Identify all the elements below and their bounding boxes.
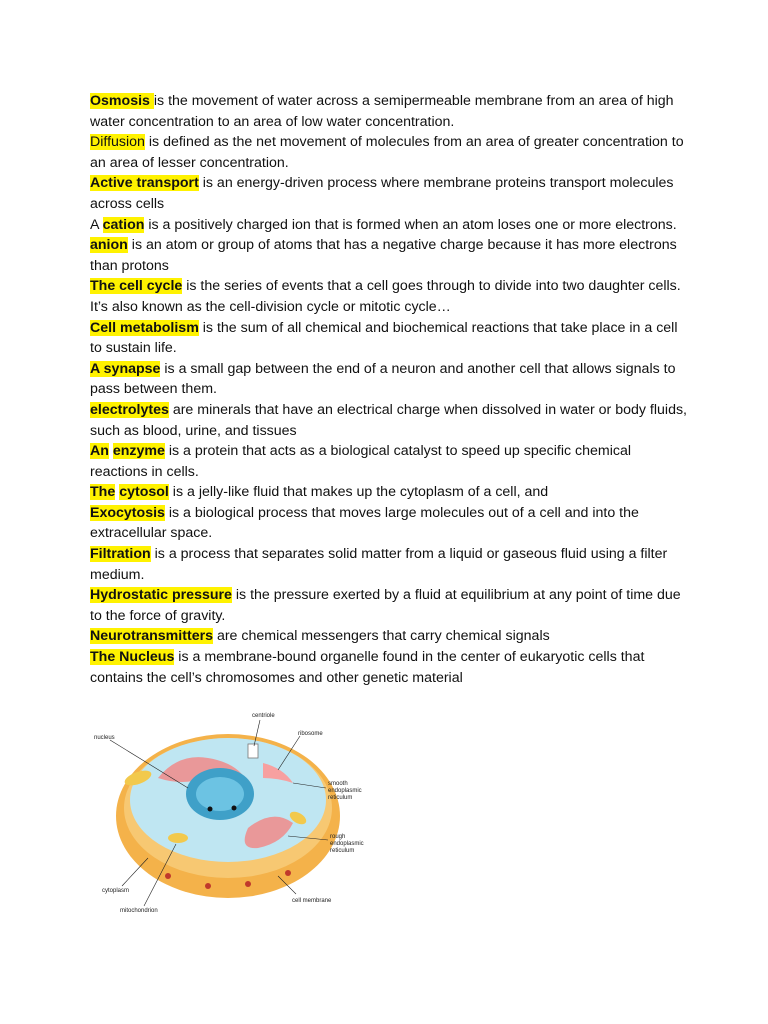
definition-text: are chemical messengers that carry chemical signals bbox=[213, 628, 550, 645]
centriole-shape bbox=[248, 744, 258, 758]
label-rough-er-line1: rough bbox=[330, 834, 346, 840]
entry-active-transport bbox=[90, 173, 690, 214]
label-rough-er-line2: endoplasmic bbox=[330, 841, 364, 847]
entry-cation bbox=[90, 215, 690, 236]
definition-text: is an energy-driven process where membrane proteins transport molecules across cells bbox=[90, 175, 674, 212]
label-smooth-er-line1: smooth bbox=[328, 781, 348, 787]
entry-cell-cycle bbox=[90, 276, 690, 317]
entry-cell-metabolism bbox=[90, 318, 690, 359]
definition-text: is a jelly-like fluid that makes up the cytoplasm of a cell, and bbox=[168, 484, 549, 501]
definition-text: is a process that separates solid matter from a liquid or gaseous fluid using a filter medium. bbox=[90, 546, 668, 583]
vesicle-dot bbox=[205, 883, 211, 889]
term-highlight: Cell metabolism bbox=[90, 319, 199, 336]
label-rough-er-line3: reticulum bbox=[330, 848, 355, 854]
vesicle-dot bbox=[165, 873, 171, 879]
term-highlight: The cell cycle bbox=[90, 278, 183, 295]
label-centriole: centriole bbox=[252, 713, 275, 719]
label-nucleus: nucleus bbox=[94, 735, 115, 741]
entry-nucleus bbox=[90, 647, 690, 688]
term-highlight: Active transport bbox=[90, 175, 199, 192]
term-highlight: anion bbox=[90, 237, 128, 254]
entry-electrolytes bbox=[90, 400, 690, 441]
term-highlight: Exocytosis bbox=[90, 504, 165, 521]
entry-exocytosis bbox=[90, 503, 690, 544]
term-highlight: The Nucleus bbox=[90, 649, 175, 666]
definition-text: is an atom or group of atoms that has a negative charge because it has more electrons than protons bbox=[90, 237, 677, 274]
entry-neurotransmitters bbox=[90, 626, 690, 647]
label-cell-membrane: cell membrane bbox=[292, 898, 332, 904]
term-highlight: electrolytes bbox=[90, 401, 169, 418]
definition-text: are minerals that have an electrical charge when dissolved in water or body fluids, such as blood, urine, and tissues bbox=[90, 401, 687, 439]
label-mitochondrion: mitochondrion bbox=[120, 908, 158, 914]
definition-text: is the series of events that a cell goes through to divide into two daughter cells. It’s also known as the cell-division cycle or mitotic cycle… bbox=[90, 278, 681, 315]
term-highlight: cytosol bbox=[119, 484, 169, 501]
term-highlight: Filtration bbox=[90, 546, 151, 563]
definition-text: is the sum of all chemical and biochemical reactions that take place in a cell to sustain life. bbox=[90, 319, 678, 357]
nucleus-inner-shape bbox=[196, 777, 244, 811]
definition-text: is a biological process that moves large molecules out of a cell and into the extracellular space. bbox=[90, 504, 639, 542]
definition-text: is the movement of water across a semipermeable membrane from an area of high water concentration to an area of low water concentration. bbox=[90, 93, 674, 130]
term-highlight: Hydrostatic pressure bbox=[90, 587, 232, 604]
term-highlight: An bbox=[90, 443, 109, 460]
label-cytoplasm: cytoplasm bbox=[102, 888, 130, 894]
term-highlight: A synapse bbox=[90, 360, 161, 377]
term-highlight: enzyme bbox=[112, 443, 165, 460]
entry-enzyme bbox=[90, 441, 690, 482]
definition-text: is a membrane-bound organelle found in the center of eukaryotic cells that contains the cell’s chromosomes and other genetic material bbox=[90, 649, 645, 686]
entry-filtration bbox=[90, 544, 690, 585]
definition-text: is defined as the net movement of molecules from an area of greater concentration to an area of lesser concentration. bbox=[90, 134, 684, 171]
term-highlight: Osmosis bbox=[90, 93, 154, 109]
term-highlight: Neurotransmitters bbox=[90, 628, 213, 645]
definitions-list bbox=[90, 91, 690, 688]
label-smooth-er-line3: reticulum bbox=[328, 795, 353, 801]
entry-prefix: A bbox=[90, 216, 103, 233]
term-highlight: The bbox=[90, 484, 116, 501]
term-highlight: cation bbox=[102, 216, 145, 233]
mitochondrion-shape bbox=[168, 833, 188, 843]
vesicle-dot bbox=[285, 870, 291, 876]
entry-hydrostatic-pressure bbox=[90, 585, 690, 626]
label-ribosome: ribosome bbox=[298, 731, 323, 737]
vesicle-dot bbox=[245, 881, 251, 887]
entry-anion bbox=[90, 235, 690, 276]
entry-osmosis bbox=[90, 91, 690, 132]
definition-text: is a positively charged ion that is formed when an atom loses one or more electrons. bbox=[144, 216, 677, 233]
nucleolus-mark bbox=[232, 806, 237, 811]
definition-text: is a small gap between the end of a neuron and another cell that allows signals to pass between them. bbox=[90, 360, 676, 398]
term-highlight: Diffusion bbox=[90, 134, 145, 151]
entry-cytosol bbox=[90, 482, 690, 503]
entry-diffusion bbox=[90, 132, 690, 173]
definition-text: is the pressure exerted by a fluid at equilibrium at any point of time due to the force of gravity. bbox=[90, 587, 681, 624]
animal-cell-diagram bbox=[88, 708, 378, 918]
entry-synapse bbox=[90, 359, 690, 400]
nucleolus-mark bbox=[208, 807, 213, 812]
label-smooth-er-line2: endoplasmic bbox=[328, 788, 362, 794]
definition-text: is a protein that acts as a biological catalyst to speed up specific chemical reactions in cells. bbox=[90, 443, 631, 480]
